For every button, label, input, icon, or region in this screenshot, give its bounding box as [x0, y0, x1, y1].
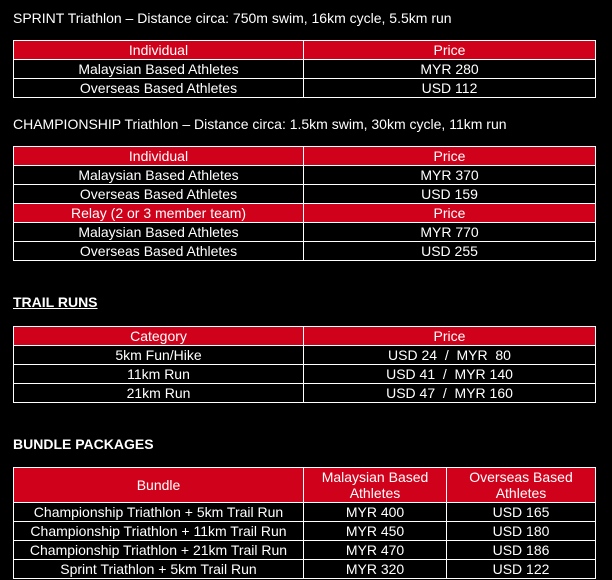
price-cell: USD 112 [304, 79, 596, 98]
myr-price-cell: MYR 320 [304, 560, 447, 579]
usd-price-cell: USD 186 [447, 541, 596, 560]
category-cell: Malaysian Based Athletes [14, 60, 304, 79]
column-header: Individual [14, 41, 304, 60]
table-row [14, 166, 596, 185]
category-cell: Overseas Based Athletes [14, 185, 304, 204]
column-header: Overseas Based Athletes [447, 468, 596, 503]
price-cell: USD 255 [304, 242, 596, 261]
price-cell: MYR 770 [304, 223, 596, 242]
table-row [14, 346, 596, 365]
category-cell: Overseas Based Athletes [14, 79, 304, 98]
table-row [14, 522, 596, 541]
usd-price-cell: USD 122 [447, 560, 596, 579]
category-cell: Overseas Based Athletes [14, 242, 304, 261]
bundle-cell: Championship Triathlon + 5km Trail Run [14, 503, 304, 522]
category-cell: 11km Run [14, 365, 304, 384]
trail-runs-price-table [13, 326, 596, 403]
sprint-heading: SPRINT Triathlon – Distance circa: 750m swim, 16km cycle, 5.5km run [13, 10, 452, 26]
column-header: Individual [14, 147, 304, 166]
usd-price-cell: USD 180 [447, 522, 596, 541]
column-header: Category [14, 327, 304, 346]
table-row [14, 503, 596, 522]
bundle-cell: Championship Triathlon + 21km Trail Run [14, 541, 304, 560]
bundle-cell: Sprint Triathlon + 5km Trail Run [14, 560, 304, 579]
myr-price-cell: MYR 470 [304, 541, 447, 560]
column-header: Malaysian Based Athletes [304, 468, 447, 503]
price-cell: USD 159 [304, 185, 596, 204]
column-header: Price [304, 204, 596, 223]
table-header-row [14, 147, 596, 166]
column-header: Price [304, 147, 596, 166]
table-row [14, 60, 596, 79]
table-row [14, 541, 596, 560]
myr-price-cell: MYR 400 [304, 503, 447, 522]
table-row [14, 560, 596, 579]
table-row [14, 223, 596, 242]
table-row [14, 185, 596, 204]
column-header: Price [304, 327, 596, 346]
table-header-row [14, 327, 596, 346]
price-cell: MYR 370 [304, 166, 596, 185]
category-cell: 5km Fun/Hike [14, 346, 304, 365]
column-header: Bundle [14, 468, 304, 503]
column-header: Price [304, 41, 596, 60]
table-header-row [14, 468, 596, 503]
table-row [14, 242, 596, 261]
usd-price-cell: USD 165 [447, 503, 596, 522]
trail-runs-heading: TRAIL RUNS [13, 294, 98, 310]
price-cell: USD 24 / MYR 80 [304, 346, 596, 365]
bundle-packages-table [13, 467, 596, 579]
price-cell: MYR 280 [304, 60, 596, 79]
bundle-packages-heading: BUNDLE PACKAGES [13, 436, 154, 452]
myr-price-cell: MYR 450 [304, 522, 447, 541]
sprint-price-table [13, 40, 596, 98]
category-cell: Malaysian Based Athletes [14, 166, 304, 185]
price-cell: USD 47 / MYR 160 [304, 384, 596, 403]
bundle-cell: Championship Triathlon + 11km Trail Run [14, 522, 304, 541]
table-header-row [14, 204, 596, 223]
championship-heading: CHAMPIONSHIP Triathlon – Distance circa: 1.5km swim, 30km cycle, 11km run [13, 116, 507, 132]
table-row [14, 365, 596, 384]
championship-price-table [13, 146, 596, 261]
category-cell: 21km Run [14, 384, 304, 403]
category-cell: Malaysian Based Athletes [14, 223, 304, 242]
table-row [14, 384, 596, 403]
table-header-row [14, 41, 596, 60]
table-row [14, 79, 596, 98]
price-cell: USD 41 / MYR 140 [304, 365, 596, 384]
column-header: Relay (2 or 3 member team) [14, 204, 304, 223]
